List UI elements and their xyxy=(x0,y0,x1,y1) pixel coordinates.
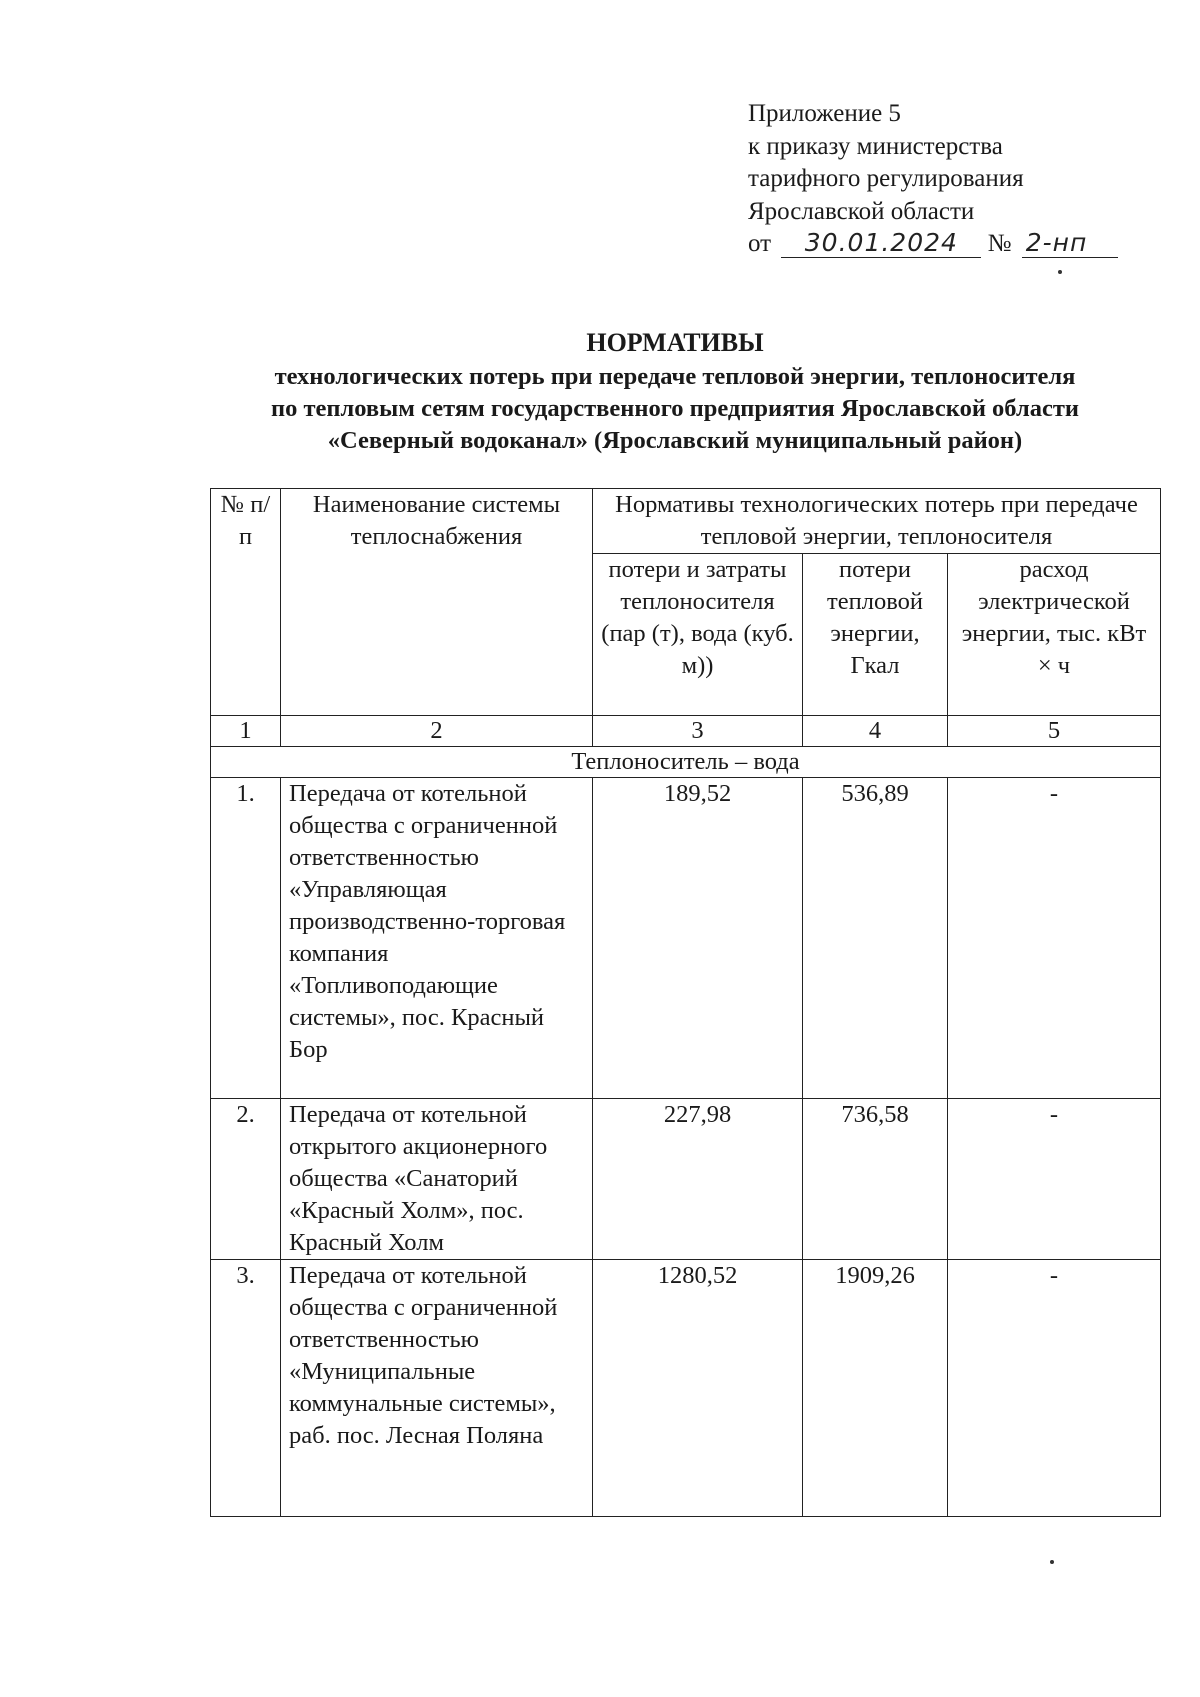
norms-table xyxy=(210,488,1161,1517)
appendix-line-4: Ярославской области xyxy=(748,197,975,225)
appendix-date-line xyxy=(748,228,1118,261)
title-line-1: технологических потерь при передаче тепловой энергии, теплоносителя xyxy=(274,363,1076,390)
appendix-header xyxy=(748,98,1118,261)
header-row-1 xyxy=(211,489,1161,554)
row-electric: - xyxy=(948,1099,1161,1260)
row-electric: - xyxy=(948,1260,1161,1517)
header-col3: потери и затраты теплоносителя (пар (т), вода (куб. м)) xyxy=(593,554,803,716)
title-line-2: по тепловым сетям государственного предприятия Ярославской области xyxy=(271,395,1079,422)
section-row xyxy=(211,747,1161,778)
header-col4: потери тепловой энергии, Гкал xyxy=(803,554,948,716)
table-row xyxy=(211,1099,1161,1260)
table-row xyxy=(211,778,1161,1099)
row-heat-loss: 1909,26 xyxy=(803,1260,948,1517)
appendix-line-1: Приложение 5 xyxy=(748,100,901,127)
header-col5: расход электрической энергии, тыс. кВт × ч xyxy=(948,554,1161,716)
row-heat-loss: 736,58 xyxy=(803,1099,948,1260)
title-main: НОРМАТИВЫ xyxy=(586,328,764,357)
section-label: Теплоноситель – вода xyxy=(211,747,1161,778)
row-heat-loss: 536,89 xyxy=(803,778,948,1099)
row-carrier-loss: 189,52 xyxy=(593,778,803,1099)
row-carrier-loss: 227,98 xyxy=(593,1099,803,1260)
table-row xyxy=(211,1260,1161,1517)
appendix-line-3: тарифного регулирования xyxy=(748,165,1024,192)
col-number-4: 4 xyxy=(803,716,948,747)
appendix-line-2: к приказу министерства xyxy=(748,132,1003,160)
date-prefix: от xyxy=(748,230,772,257)
row-num: 2. xyxy=(211,1099,281,1260)
col-number-5: 5 xyxy=(948,716,1161,747)
row-electric: - xyxy=(948,778,1161,1099)
row-num: 1. xyxy=(211,778,281,1099)
header-system: Наименование системы теплоснабжения xyxy=(281,489,593,716)
col-number-3: 3 xyxy=(593,716,803,747)
row-system-name: Передача от котельной общества с ограниченной ответственностью «Управляющая производственно-торговая компания «Топливоподающие системы», пос. Красный Бор xyxy=(281,778,593,1099)
col-number-2: 2 xyxy=(281,716,593,747)
row-system-name: Передача от котельной открытого акционерного общества «Санаторий «Красный Холм», пос. Красный Холм xyxy=(281,1099,593,1260)
col-number-1: 1 xyxy=(211,716,281,747)
row-num: 3. xyxy=(211,1260,281,1517)
column-number-row xyxy=(211,716,1161,747)
row-carrier-loss: 1280,52 xyxy=(593,1260,803,1517)
handwritten-number: 2-нп xyxy=(1022,229,1118,258)
scan-speck xyxy=(1050,1560,1054,1564)
document-title xyxy=(150,325,1200,457)
title-line-3: «Северный водоканал» (Ярославский муниципальный район) xyxy=(327,427,1023,454)
scan-speck xyxy=(1058,270,1062,274)
header-num: № п/п xyxy=(211,489,281,716)
handwritten-date: 30.01.2024 xyxy=(781,229,981,258)
number-prefix: № xyxy=(987,230,1012,257)
row-system-name: Передача от котельной общества с ограниченной ответственностью «Муниципальные коммунальные системы», раб. пос. Лесная Поляна xyxy=(281,1260,593,1517)
header-group: Нормативы технологических потерь при передаче тепловой энергии, теплоносителя xyxy=(593,489,1161,554)
